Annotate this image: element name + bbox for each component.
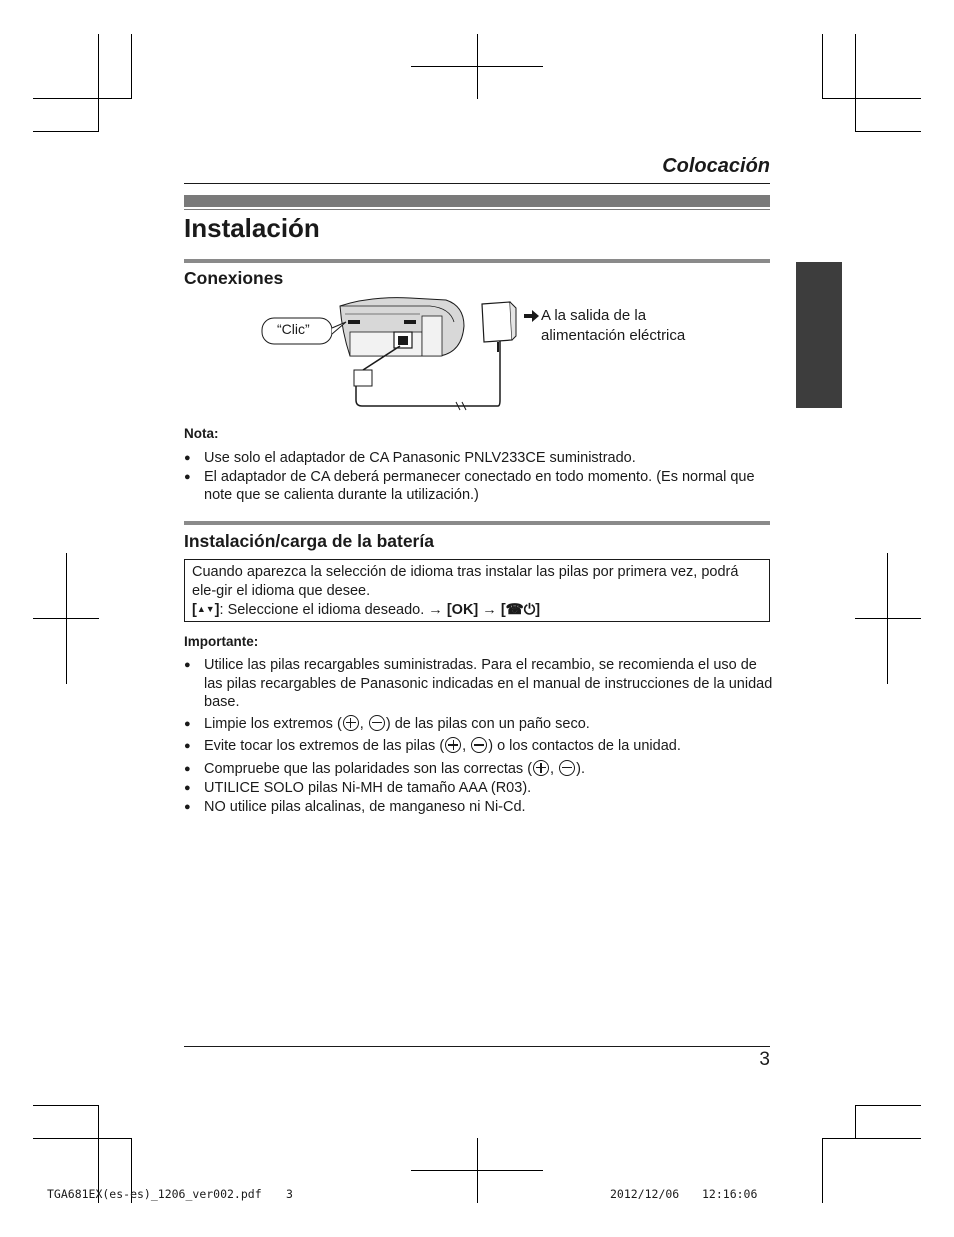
hang-up-icon: ☎ xyxy=(505,602,524,618)
info-box-text: Cuando aparezca la selección de idioma tras instalar las pilas por primera vez, podrá ele-gir el idioma que desee. xyxy=(192,564,739,599)
print-page: 3 xyxy=(286,1187,293,1201)
header-rule xyxy=(184,183,770,184)
footer-rule xyxy=(184,1046,770,1047)
plus-icon xyxy=(445,737,461,753)
list-item: ● Compruebe que las polaridades son las correctas ( , ). xyxy=(184,760,774,779)
up-down-icon: ▲▼ xyxy=(196,604,215,614)
section-rule-battery xyxy=(184,521,770,525)
outlet-label-line-1: A la salida de la xyxy=(541,307,647,324)
ok-key: [OK] xyxy=(446,602,479,618)
side-tab xyxy=(796,262,842,408)
list-item: ● El adaptador de CA deberá permanecer conectado en todo momento. (Es normal que note que se calienta durante la utilización.) xyxy=(184,468,774,505)
section-header: Colocación xyxy=(662,155,770,177)
heading-battery: Instalación/carga de la batería xyxy=(184,531,434,551)
heading-conexiones: Conexiones xyxy=(184,268,284,288)
print-time: 12:16:06 xyxy=(702,1187,758,1201)
minus-icon xyxy=(369,715,385,731)
off-key: [☎⏻] xyxy=(500,602,541,618)
ok-label: OK xyxy=(451,602,474,618)
list-item: ● NO utilice pilas alcalinas, de manganeso ni Ni-Cd. xyxy=(184,798,774,817)
list-item: ● Evite tocar los extremos de las pilas ( , ) o los contactos de la unidad. xyxy=(184,737,774,756)
print-date: 2012/12/06 xyxy=(610,1187,680,1201)
arrow: → xyxy=(428,602,443,618)
note-list xyxy=(184,449,774,505)
note-label: Nota: xyxy=(184,426,219,441)
print-file: TGA681EX(es-es)_1206_ver002.pdf xyxy=(47,1187,262,1201)
page-title: Instalación xyxy=(184,213,320,243)
outlet-label-line-2: alimentación eléctrica xyxy=(541,327,686,344)
click-label: “Clic” xyxy=(277,321,310,337)
list-item: ● Limpie los extremos ( , ) de las pilas con un paño seco. xyxy=(184,715,774,734)
instruction-text: : Seleccione el idioma deseado. xyxy=(219,602,425,618)
nav-key: [▲▼] xyxy=(192,602,220,618)
page-number: 3 xyxy=(759,1049,770,1070)
info-box-instruction xyxy=(192,600,540,619)
section-rule-conexiones xyxy=(184,259,770,263)
title-bar-rule xyxy=(184,209,770,210)
power-icon: ⏻ xyxy=(523,602,536,618)
minus-icon xyxy=(559,760,575,776)
title-bar xyxy=(184,195,770,207)
list-item: ● Use solo el adaptador de CA Panasonic PNLV233CE suministrado. xyxy=(184,449,774,468)
plus-icon xyxy=(533,760,549,776)
arrow: → xyxy=(482,602,497,618)
connection-illustration xyxy=(250,292,540,414)
important-label: Importante: xyxy=(184,634,259,649)
plus-icon xyxy=(343,715,359,731)
important-list xyxy=(184,656,774,816)
list-item: ● Utilice las pilas recargables suministradas. Para el recambio, se recomienda el uso de las pilas recargables de Panasonic indicadas en el manual de instrucciones de la unidad base. xyxy=(184,656,774,712)
list-item: ● UTILICE SOLO pilas Ni-MH de tamaño AAA (R03). xyxy=(184,779,774,798)
minus-icon xyxy=(471,737,487,753)
